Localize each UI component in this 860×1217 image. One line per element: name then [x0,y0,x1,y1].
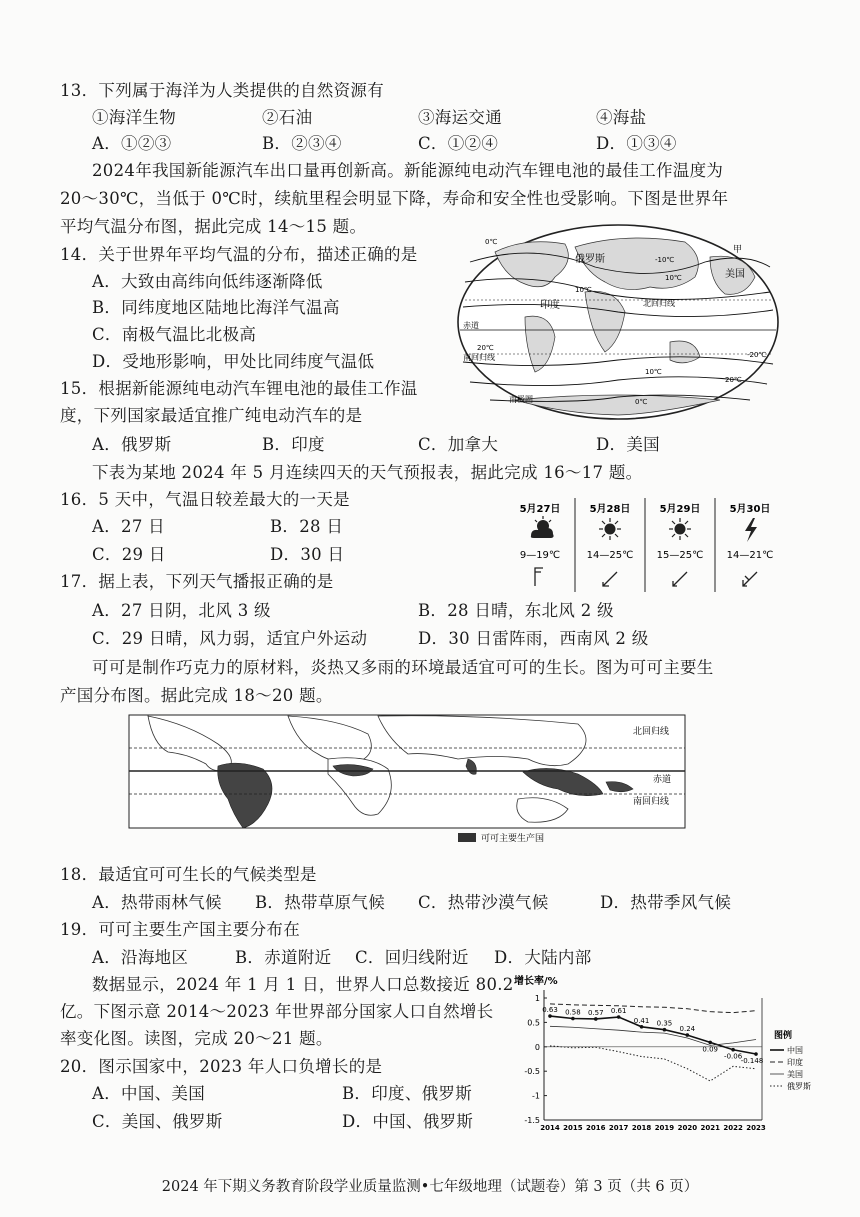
q20-option-a: A．中国、美国 [92,1084,206,1103]
chart-series-line-俄罗斯 [550,1046,756,1081]
chart-point [571,1017,575,1021]
chart-x-tick-label: 2014 [540,1124,560,1132]
q19-stem: 19．可可主要生产国主要分布在 [60,920,300,939]
q14-option-b: B．同纬度地区陆地比海洋气温高 [92,298,340,317]
map-isotherm-label: 20℃ [477,344,494,352]
q16-option-c: C．29 日 [92,545,166,564]
map-label-tropic-n: 北回归线 [643,299,675,308]
weather-temp: 14—21℃ [726,550,774,561]
cocoa-map-tropic-n: 北回归线 [633,727,670,737]
q14-option-d: D．受地形影响，甲处比同纬度气温低 [92,352,375,371]
q15-option-b: B．印度 [262,435,325,454]
chart-legend-label: 中国 [787,1046,803,1055]
intro18-line1: 可可是制作巧克力的原材料，炎热又多雨的环境最适宜可可的生长。图为可可主要生 [92,658,714,677]
map-isotherm-label: 20℃ [725,376,742,384]
map-label-india: 印度 [540,300,560,311]
chart-data-label: 0.35 [656,1019,673,1028]
cocoa-legend-swatch [458,833,476,842]
chart-point [663,1028,667,1032]
chart-point [754,1052,758,1056]
q19-option-d: D．大陆内部 [494,948,592,967]
chart-x-tick-label: 2020 [677,1124,698,1132]
q19-option-c: C．回归线附近 [355,948,469,967]
cocoa-map-tropic-s: 南回归线 [633,797,670,807]
q15-option-c: C．加拿大 [418,435,499,454]
map-isotherm-label: 10℃ [645,368,662,376]
chart-point [731,1048,735,1052]
intro18-line2: 产国分布图。据此完成 18～20 题。 [60,686,333,705]
q13-item-2: ②石油 [262,108,313,127]
world-temperature-map [455,222,781,422]
q15-option-d: D．美国 [596,435,660,454]
wind-symbol-day4 [743,572,757,586]
q17-option-a: A．27 日阴，北风 3 级 [92,601,271,620]
chart-ylabel: 增长率/% [514,976,558,987]
wind-symbol-day1 [535,568,543,586]
map-isotherm-label: 0℃ [635,398,648,406]
intro14-line3: 平均气温分布图，据此完成 14～15 题。 [60,217,367,236]
chart-point [594,1017,598,1021]
weather-temp: 14—25℃ [586,550,634,561]
map-isotherm-label: -20℃ [747,351,767,359]
weather-date: 5月29日 [659,504,701,515]
chart-data-label: 0.63 [542,1006,558,1015]
intro14-line2: 20～30℃，当低于 0℃时，续航里程会明显下降，寿命和安全性也受影响。下图是世界年 [60,189,729,208]
chart-x-tick-label: 2023 [746,1124,766,1132]
q18-option-b: B．热带草原气候 [255,893,386,912]
q14-stem: 14．关于世界年平均气温的分布，描述正确的是 [60,245,418,264]
q15-stem-line2: 度，下列国家最适宜推广纯电动汽车的是 [60,406,363,425]
q13-item-3: ③海运交通 [418,108,502,127]
map-isotherm-label: 10℃ [665,274,682,282]
page-footer: 2024 年下期义务教育阶段学业质量监测•七年级地理（试题卷）第 3 页（共 6 页） [161,1179,699,1195]
chart-x-tick-label: 2021 [700,1124,720,1132]
chart-y-tick-label: 0.5 [527,1018,540,1028]
q17-option-c: C．29 日晴，风力弱，适宜户外运动 [92,629,368,648]
q15-stem-line1: 15．根据新能源纯电动汽车锂电池的最佳工作温 [60,379,418,398]
chart-legend-label: 印度 [787,1058,803,1067]
q14-option-c: C．南极气温比北极高 [92,325,257,344]
q20-stem: 20．图示国家中，2023 年人口负增长的是 [60,1057,383,1076]
chart-data-label: -0.06 [724,1052,743,1061]
map-label-usa: 美国 [725,269,745,280]
intro14-line1: 2024年我国新能源汽车出口量再创新高。新能源纯电动汽车锂电池的最佳工作温度为 [92,161,724,180]
map-label-polar-s: 南极圈 [509,395,533,404]
q15-option-a: A．俄罗斯 [92,435,172,454]
cocoa-map-equator: 赤道 [653,775,672,785]
wind-symbol-day3 [673,572,687,586]
q13-item-1: ①海洋生物 [92,108,176,127]
chart-data-label: 0.09 [702,1045,719,1054]
chart-series-line-中国 [550,1016,756,1054]
chart-y-tick-label: 1 [534,994,540,1003]
weather-date: 5月28日 [589,504,631,515]
chart-legend-label: 美国 [787,1070,803,1079]
map-isotherm-label: 0℃ [485,238,498,246]
chart-point [617,1015,621,1019]
q13-option-a: A．①②③ [92,134,172,153]
chart-legend-title: 图例 [774,1031,793,1041]
chart-x-tick-label: 2019 [654,1124,675,1132]
q16-option-b: B．28 日 [270,517,344,536]
q13-option-d: D．①③④ [596,134,677,153]
intro20-line2: 亿。下图示意 2014～2023 年世界部分国家人口自然增长 [60,1002,494,1021]
chart-y-tick-label: 0 [534,1042,540,1052]
map-label-tropic-s: 南回归线 [463,353,495,362]
weather-table-grid [505,496,785,594]
q14-option-a: A．大致由高纬向低纬逐渐降低 [92,272,323,291]
q20-option-c: C．美国、俄罗斯 [92,1112,223,1131]
cocoa-producers-map [128,714,686,846]
q18-option-d: D．热带季风气候 [600,893,732,912]
q18-stem: 18．最适宜可可生长的气候类型是 [60,865,317,884]
q16-option-d: D．30 日 [270,545,345,564]
thunder-icon [745,518,757,542]
intro16-text: 下表为某地 2024 年 5 月连续四天的天气预报表，据此完成 16～17 题。 [92,463,643,482]
chart-point [640,1025,644,1029]
chart-y-tick-label: -0.5 [524,1067,540,1077]
q18-option-c: C．热带沙漠气候 [418,893,549,912]
map-label-russia: 俄罗斯 [575,254,605,265]
chart-data-label: 0.41 [633,1016,650,1025]
chart-point [548,1014,552,1018]
q19-option-b: B．赤道附近 [235,948,332,967]
cocoa-legend-label: 可可主要生产国 [481,834,545,844]
cloudy-sun-icon [531,516,554,538]
chart-x-tick-label: 2016 [586,1124,606,1132]
map-isotherm-label: 10℃ [575,286,592,294]
q19-option-a: A．沿海地区 [92,948,189,967]
weather-temp: 15—25℃ [656,550,704,561]
chart-data-label: 0.24 [679,1025,696,1034]
sun-icon [669,518,691,540]
chart-series-line-美国 [550,1026,756,1045]
q20-option-b: B．印度、俄罗斯 [342,1084,473,1103]
q13-item-4: ④海盐 [596,108,647,127]
chart-x-tick-label: 2015 [563,1124,583,1132]
chart-y-tick-label: -1 [532,1091,540,1101]
q13-option-b: B．②③④ [262,134,342,153]
chart-legend-label: 俄罗斯 [787,1082,811,1091]
chart-x-tick-label: 2017 [608,1124,629,1132]
q13-option-c: C．①②④ [418,134,499,153]
intro20-line1: 数据显示，2024 年 1 月 1 日，世界人口总数接近 80.2 [92,975,514,994]
q18-option-a: A．热带雨林气候 [92,893,222,912]
chart-data-label: 0.58 [565,1008,581,1017]
map-label-jia: 甲 [733,245,743,255]
intro20-line3: 率变化图。读图，完成 20～21 题。 [60,1029,333,1048]
chart-x-tick-label: 2022 [723,1124,743,1132]
chart-data-label: -0.148 [740,1057,764,1066]
weather-forecast-table [505,496,785,594]
chart-y-tick-label: -1.5 [524,1116,540,1125]
chart-x-tick-label: 2018 [631,1124,652,1132]
q17-option-b: B．28 日晴，东北风 2 级 [418,601,614,620]
chart-data-label: 0.57 [587,1008,604,1017]
sun-icon [599,518,621,540]
q17-stem: 17．据上表，下列天气播报正确的是 [60,572,334,591]
weather-date: 5月27日 [519,504,561,515]
chart-point [686,1033,690,1037]
q16-stem: 16．5 天中，气温日较差最大的一天是 [60,490,350,509]
wind-symbol-day2 [603,572,617,586]
chart-point [708,1041,712,1045]
q16-option-a: A．27 日 [92,517,165,536]
weather-temp: 9—19℃ [519,550,561,561]
chart-data-label: 0.61 [610,1007,627,1016]
weather-date: 5月30日 [729,504,771,515]
q17-option-d: D．30 日雷阵雨，西南风 2 级 [418,629,649,648]
map-label-equator: 赤道 [463,321,479,330]
q13-stem: 13．下列属于海洋为人类提供的自然资源有 [60,81,384,100]
population-growth-chart [512,972,824,1142]
q20-option-d: D．中国、俄罗斯 [342,1112,474,1131]
map-isotherm-label: -10℃ [655,256,675,264]
